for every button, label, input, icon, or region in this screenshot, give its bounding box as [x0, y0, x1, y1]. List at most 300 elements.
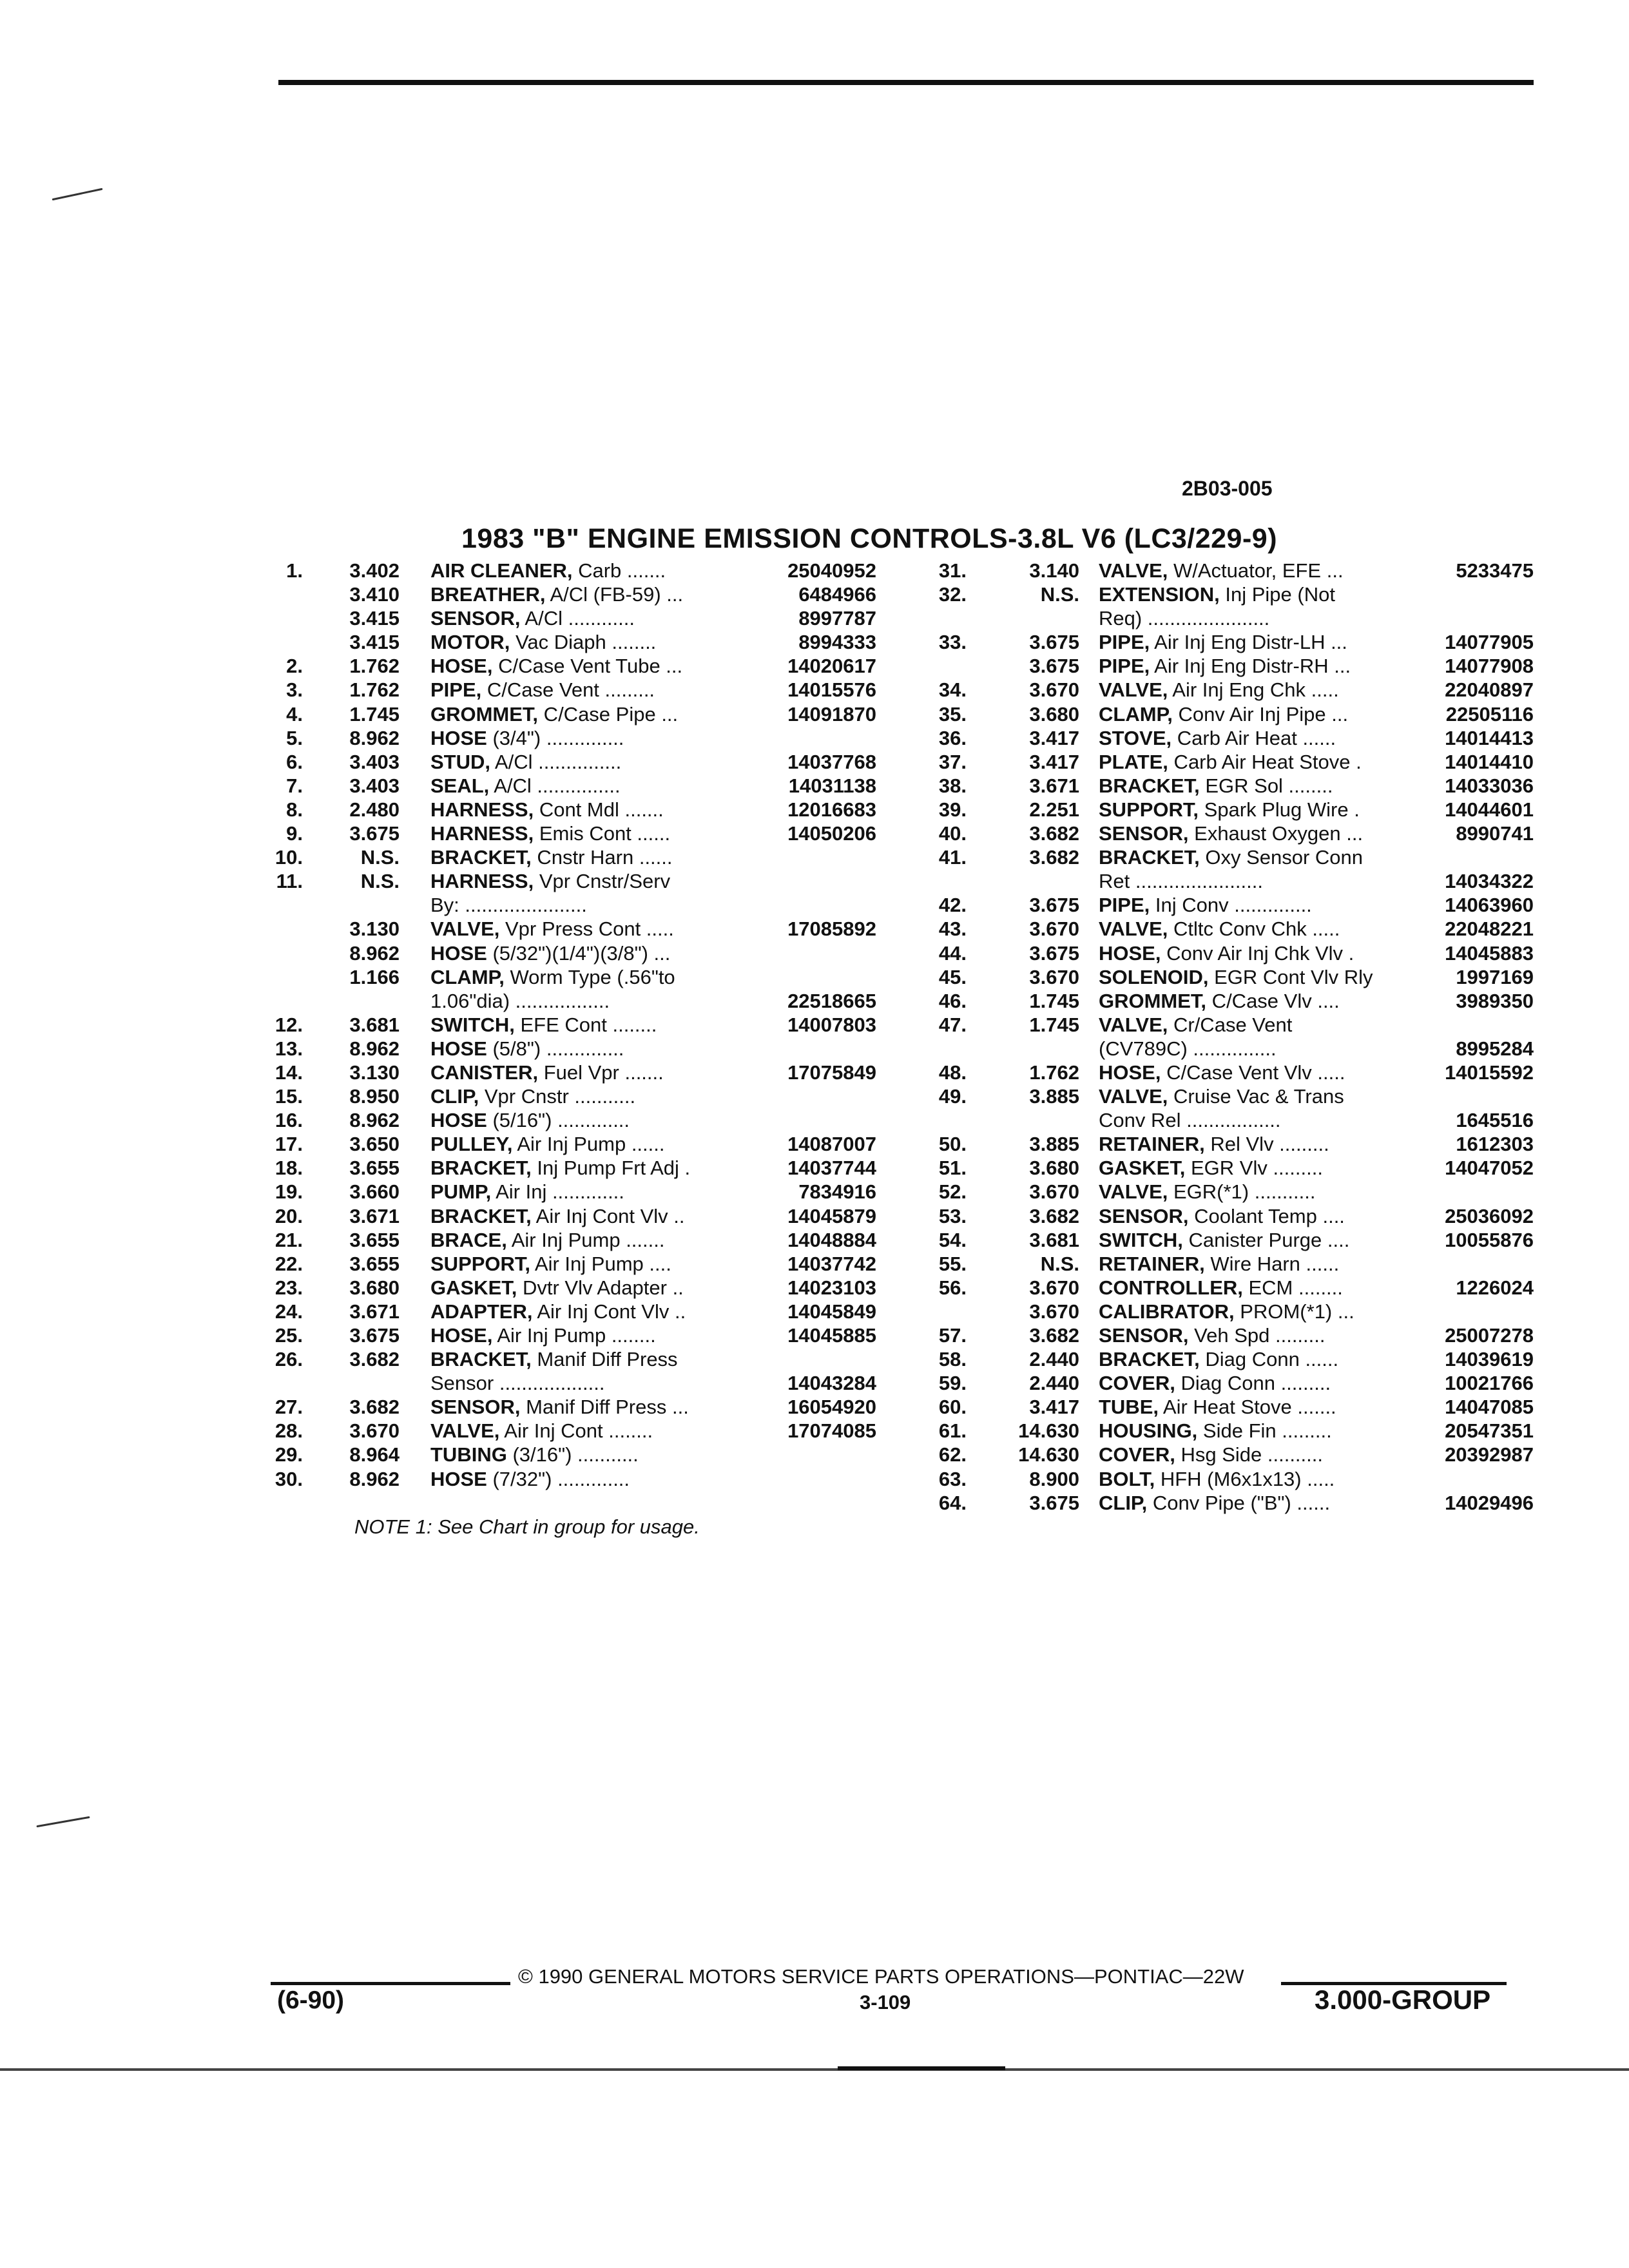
part-detail: W/Actuator, EFE ...: [1168, 559, 1344, 582]
parts-row: [258, 918, 876, 941]
part-detail: Side Fin .........: [1197, 1419, 1332, 1443]
item-number: 40.: [938, 822, 967, 845]
part-number: 14029496: [1445, 1491, 1534, 1514]
part-description: [1099, 918, 1340, 941]
part-number: 14047052: [1445, 1157, 1534, 1180]
section-number: 3.682: [349, 1396, 400, 1419]
part-description: [430, 631, 656, 654]
item-number: 22.: [275, 1252, 303, 1275]
parts-row: [915, 966, 1534, 990]
part-detail: Diag Conn ......: [1199, 1348, 1339, 1371]
part-detail: 1.06"dia) .................: [430, 989, 610, 1012]
part-number: 14037742: [787, 1252, 876, 1275]
part-description: [430, 727, 624, 750]
parts-row: [915, 1324, 1534, 1348]
section-number: 8.962: [349, 1467, 400, 1490]
item-number: 27.: [275, 1396, 303, 1419]
part-name: ADAPTER,: [430, 1300, 533, 1323]
part-detail: Manif Diff Press ...: [520, 1396, 689, 1419]
section-number: 3.675: [349, 822, 400, 845]
parts-row: [258, 1109, 876, 1133]
part-detail: EGR Vlv .........: [1185, 1157, 1323, 1180]
parts-row: [258, 1443, 876, 1467]
part-detail: EGR Sol ........: [1199, 774, 1333, 797]
part-description: [430, 798, 664, 822]
part-description: [1099, 1396, 1336, 1419]
scan-mark: [52, 188, 103, 201]
part-name: GASKET,: [430, 1276, 517, 1299]
item-number: 31.: [938, 559, 967, 582]
section-number: 1.762: [349, 678, 400, 702]
part-detail: Air Inj Cont Vlv ..: [531, 1204, 685, 1227]
part-name: SENSOR,: [1099, 1204, 1189, 1227]
item-number: 43.: [938, 918, 967, 941]
parts-row: [258, 894, 876, 918]
part-detail: C/Case Vent .........: [481, 678, 655, 702]
part-name: COVER,: [1099, 1372, 1175, 1395]
section-number: 14.630: [1018, 1419, 1079, 1443]
part-detail: Air Inj Eng Distr-RH ...: [1150, 655, 1351, 678]
footer-group: 3.000-GROUP: [1315, 1984, 1491, 2015]
parts-row: [915, 1157, 1534, 1180]
part-description: [430, 1348, 678, 1371]
part-name: CLIP,: [430, 1085, 479, 1108]
part-detail: Vpr Cnstr/Serv: [534, 870, 671, 893]
parts-row: [258, 1324, 876, 1348]
part-detail: Conv Air Inj Pipe ...: [1172, 702, 1349, 726]
parts-row: [915, 1492, 1534, 1515]
parts-row: [915, 1061, 1534, 1085]
part-name: VALVE,: [1099, 559, 1168, 582]
part-name: VALVE,: [430, 918, 500, 941]
part-number: 14077905: [1445, 631, 1534, 654]
part-description: [1099, 1253, 1339, 1276]
parts-row: [915, 583, 1534, 607]
item-number: 17.: [275, 1133, 303, 1156]
item-number: 55.: [938, 1252, 967, 1275]
part-number: 22040897: [1445, 678, 1534, 702]
part-name: CLIP,: [1099, 1491, 1148, 1514]
part-name: CANISTER,: [430, 1061, 539, 1084]
section-number: 3.403: [349, 750, 400, 773]
parts-row: [258, 1085, 876, 1109]
part-detail: Vpr Press Cont .....: [499, 918, 674, 941]
part-name: BRACKET,: [430, 1157, 532, 1180]
parts-row: [258, 1419, 876, 1443]
section-number: 3.675: [1029, 655, 1079, 678]
part-detail: Diag Conn .........: [1175, 1372, 1331, 1395]
section-number: 3.670: [1029, 678, 1079, 702]
part-name: HARNESS,: [430, 822, 534, 845]
part-detail: Ret .......................: [1099, 870, 1263, 893]
item-number: 51.: [938, 1157, 967, 1180]
part-number: 14047085: [1445, 1396, 1534, 1419]
part-name: CLAMP,: [1099, 702, 1173, 726]
parts-row: [915, 1348, 1534, 1372]
section-number: 8.962: [349, 1037, 400, 1060]
part-description: [430, 678, 655, 702]
item-number: 45.: [938, 965, 967, 988]
part-description: [430, 822, 670, 845]
part-number: 14087007: [787, 1133, 876, 1156]
parts-row: [258, 583, 876, 607]
item-number: 1.: [286, 559, 303, 582]
section-number: 3.655: [349, 1252, 400, 1275]
parts-row: [258, 1348, 876, 1372]
part-name: PIPE,: [1099, 655, 1150, 678]
part-description: [1099, 559, 1344, 582]
part-number: 14045883: [1445, 941, 1534, 965]
section-number: 3.682: [1029, 1204, 1079, 1227]
part-name: HOSE,: [430, 655, 493, 678]
part-number: 5233475: [1456, 559, 1534, 582]
part-description: [430, 894, 587, 917]
section-number: 3.670: [349, 1419, 400, 1443]
parts-row: [258, 966, 876, 990]
part-detail: Air Inj Pump .......: [506, 1228, 665, 1251]
item-number: 34.: [938, 678, 967, 702]
item-number: 7.: [286, 774, 303, 797]
section-number: 3.410: [349, 583, 400, 606]
part-detail: EGR Cont Vlv Rly: [1208, 965, 1373, 988]
part-detail: C/Case Vent Tube ...: [492, 655, 683, 678]
section-number: 3.675: [1029, 1491, 1079, 1514]
scan-mark: [36, 1816, 90, 1828]
part-detail: Rel Vlv .........: [1204, 1133, 1329, 1156]
part-number: 8995284: [1456, 1037, 1534, 1060]
part-number: 14015576: [787, 678, 876, 702]
part-name: HOSE: [430, 1467, 487, 1490]
parts-row: [915, 631, 1534, 655]
item-number: 53.: [938, 1204, 967, 1227]
section-number: 1.762: [1029, 1061, 1079, 1084]
section-number: 1.745: [349, 702, 400, 726]
item-number: 15.: [275, 1085, 303, 1108]
section-number: N.S.: [1040, 1252, 1079, 1275]
parts-row: [915, 1014, 1534, 1037]
parts-row: [915, 774, 1534, 798]
part-detail: Air Inj Pump ........: [492, 1324, 656, 1347]
parts-list-left: [258, 559, 876, 1492]
parts-row: [258, 774, 876, 798]
part-number: 8994333: [798, 631, 876, 654]
part-number: 14031138: [788, 774, 876, 797]
part-detail: Air Heat Stove .......: [1159, 1396, 1336, 1419]
part-number: 25036092: [1445, 1204, 1534, 1227]
part-description: [1099, 1157, 1323, 1180]
part-name: BRACKET,: [430, 1348, 532, 1371]
part-name: SOLENOID,: [1099, 965, 1209, 988]
part-detail: Air Inj Pump ......: [512, 1133, 665, 1156]
parts-row: [915, 1372, 1534, 1396]
part-number: 14037744: [787, 1157, 876, 1180]
part-description: [430, 1229, 664, 1252]
part-name: SEAL,: [430, 774, 490, 797]
parts-row: [258, 1372, 876, 1396]
part-detail: Inj Pump Frt Adj .: [531, 1157, 691, 1180]
section-number: 3.650: [349, 1133, 400, 1156]
section-number: 8.962: [349, 726, 400, 749]
part-description: [1099, 1014, 1292, 1037]
parts-row: [915, 942, 1534, 966]
part-number: 14043284: [787, 1372, 876, 1395]
part-detail: PROM(*1) ...: [1234, 1300, 1354, 1323]
section-number: N.S.: [1040, 583, 1079, 606]
part-description: [430, 703, 678, 726]
section-number: 3.670: [1029, 1276, 1079, 1299]
item-number: 21.: [275, 1228, 303, 1251]
part-description: [430, 966, 675, 989]
part-number: 14014410: [1445, 750, 1534, 773]
part-description: [1099, 894, 1312, 917]
part-number: 1612303: [1456, 1133, 1534, 1156]
part-description: [1099, 751, 1362, 774]
part-detail: Air Inj Cont ........: [499, 1419, 653, 1443]
part-name: RETAINER,: [1099, 1252, 1205, 1275]
section-number: 3.130: [349, 918, 400, 941]
part-description: [1099, 846, 1363, 869]
item-number: 19.: [275, 1180, 303, 1204]
part-detail: Veh Spd .........: [1188, 1324, 1325, 1347]
part-detail: A/Cl ...............: [489, 774, 621, 797]
part-description: [1099, 822, 1363, 845]
parts-row: [915, 1085, 1534, 1109]
part-detail: Cruise Vac & Trans: [1168, 1085, 1344, 1108]
part-detail: Air Inj Eng Chk .....: [1168, 678, 1339, 702]
part-number: 14063960: [1445, 894, 1534, 917]
part-detail: (5/16") .............: [487, 1109, 630, 1132]
part-description: [1099, 727, 1336, 750]
part-number: 1997169: [1456, 965, 1534, 988]
part-number: 22048221: [1445, 918, 1534, 941]
item-number: 36.: [938, 726, 967, 749]
part-name: SWITCH,: [430, 1013, 515, 1036]
part-description: [1099, 942, 1354, 965]
part-description: [1099, 966, 1373, 989]
item-number: 63.: [938, 1467, 967, 1490]
item-number: 18.: [275, 1157, 303, 1180]
parts-row: [915, 1205, 1534, 1229]
item-number: 9.: [286, 822, 303, 845]
part-number: 20392987: [1445, 1443, 1534, 1466]
part-name: HOSE: [430, 941, 487, 965]
part-detail: Cnstr Harn ......: [531, 846, 673, 869]
parts-row: [915, 1276, 1534, 1300]
parts-row: [258, 1396, 876, 1419]
part-detail: Fuel Vpr .......: [538, 1061, 664, 1084]
parts-row: [258, 655, 876, 678]
part-description: [1099, 655, 1351, 678]
part-detail: Inj Pipe (Not: [1219, 583, 1335, 606]
part-number: 14033036: [1445, 774, 1534, 797]
part-description: [430, 583, 683, 606]
item-number: 13.: [275, 1037, 303, 1060]
part-name: VALVE,: [1099, 918, 1168, 941]
section-number: 3.670: [1029, 1300, 1079, 1323]
part-description: [1099, 1133, 1329, 1156]
part-description: [1099, 1324, 1325, 1347]
bottom-rule-dark: [838, 2066, 1005, 2070]
part-description: [430, 1180, 624, 1204]
part-detail: Canister Purge ....: [1182, 1228, 1350, 1251]
part-description: [1099, 1443, 1323, 1466]
bottom-rule: [0, 2068, 1629, 2071]
section-number: 1.166: [349, 965, 400, 988]
item-number: 39.: [938, 798, 967, 821]
section-number: 3.680: [1029, 702, 1079, 726]
item-number: 25.: [275, 1324, 303, 1347]
item-number: 8.: [286, 798, 303, 821]
section-number: 3.655: [349, 1157, 400, 1180]
part-detail: Wire Harn ......: [1204, 1252, 1340, 1275]
part-number: 12016683: [787, 798, 876, 821]
section-number: 3.675: [349, 1324, 400, 1347]
part-description: [430, 655, 682, 678]
part-description: [1099, 607, 1269, 630]
parts-row: [258, 1157, 876, 1180]
part-description: [430, 1133, 665, 1156]
section-number: 3.403: [349, 774, 400, 797]
parts-row: [915, 870, 1534, 894]
item-number: 24.: [275, 1300, 303, 1323]
section-number: 3.140: [1029, 559, 1079, 582]
part-description: [430, 846, 673, 869]
part-name: BRACKET,: [1099, 846, 1200, 869]
part-detail: Conv Air Inj Chk Vlv .: [1161, 941, 1354, 965]
part-description: [1099, 1061, 1345, 1084]
parts-row: [915, 990, 1534, 1014]
part-name: HOSE,: [1099, 941, 1161, 965]
item-number: 14.: [275, 1061, 303, 1084]
item-number: 61.: [938, 1419, 967, 1443]
part-detail: Air Inj Cont Vlv ..: [532, 1300, 686, 1323]
footer-date: (6-90): [277, 1986, 345, 2014]
part-name: GROMMET,: [430, 702, 539, 726]
item-number: 58.: [938, 1348, 967, 1371]
part-name: HOSE: [430, 1037, 487, 1060]
part-number: 14037768: [787, 750, 876, 773]
item-number: 52.: [938, 1180, 967, 1204]
part-description: [1099, 583, 1335, 606]
part-number: 3989350: [1456, 989, 1534, 1012]
part-detail: Air Inj Eng Distr-LH ...: [1150, 631, 1347, 654]
part-detail: Conv Rel .................: [1099, 1109, 1281, 1132]
parts-row: [258, 1014, 876, 1037]
part-number: 14015592: [1445, 1061, 1534, 1084]
parts-row: [915, 1419, 1534, 1443]
part-name: STOVE,: [1099, 726, 1172, 749]
part-name: GROMMET,: [1099, 989, 1207, 1012]
section-number: 3.671: [1029, 774, 1079, 797]
part-name: SUPPORT,: [1099, 798, 1199, 821]
part-name: BOLT,: [1099, 1467, 1155, 1490]
part-number: 10021766: [1445, 1372, 1534, 1395]
part-name: GASKET,: [1099, 1157, 1186, 1180]
part-description: [1099, 774, 1333, 798]
parts-row: [915, 1396, 1534, 1419]
part-description: [430, 1419, 653, 1443]
part-detail: (3/4") ..............: [487, 726, 624, 749]
part-name: VALVE,: [1099, 1085, 1168, 1108]
section-number: 3.415: [349, 631, 400, 654]
section-number: 3.671: [349, 1204, 400, 1227]
part-detail: EGR(*1) ...........: [1168, 1180, 1316, 1204]
part-number: 14020617: [787, 655, 876, 678]
part-number: 14091870: [787, 702, 876, 726]
item-number: 32.: [938, 583, 967, 606]
section-number: 2.480: [349, 798, 400, 821]
part-detail: By: ......................: [430, 894, 587, 917]
part-detail: Ctltc Conv Chk .....: [1168, 918, 1340, 941]
part-name: CALIBRATOR,: [1099, 1300, 1235, 1323]
part-detail: C/Case Vent Vlv .....: [1161, 1061, 1345, 1084]
item-number: 60.: [938, 1396, 967, 1419]
part-description: [430, 1276, 684, 1300]
section-number: 3.682: [349, 1348, 400, 1371]
part-detail: Carb Air Heat ......: [1171, 726, 1336, 749]
part-name: HARNESS,: [430, 870, 534, 893]
item-number: 3.: [286, 678, 303, 702]
item-number: 38.: [938, 774, 967, 797]
parts-row: [258, 631, 876, 655]
item-number: 5.: [286, 726, 303, 749]
section-number: 3.680: [1029, 1157, 1079, 1180]
part-name: BRACKET,: [1099, 774, 1200, 797]
part-detail: (CV789C) ...............: [1099, 1037, 1277, 1060]
part-description: [1099, 1300, 1354, 1323]
item-number: 49.: [938, 1085, 967, 1108]
part-name: PUMP,: [430, 1180, 492, 1204]
parts-row: [258, 1300, 876, 1324]
part-description: [1099, 1037, 1277, 1061]
parts-row: [258, 727, 876, 751]
footer-rule-left: [271, 1982, 510, 1985]
parts-row: [258, 1229, 876, 1253]
section-number: 3.670: [1029, 965, 1079, 988]
part-name: BRACKET,: [430, 1204, 532, 1227]
parts-row: [915, 727, 1534, 751]
part-detail: Dvtr Vlv Adapter ..: [517, 1276, 684, 1299]
part-number: 14045849: [787, 1300, 876, 1323]
part-number: 14045885: [787, 1324, 876, 1347]
part-detail: Air Inj .............: [491, 1180, 624, 1204]
parts-row: [258, 1037, 876, 1061]
parts-row: [915, 1037, 1534, 1061]
part-description: [1099, 1276, 1343, 1300]
part-detail: C/Case Pipe ...: [538, 702, 679, 726]
item-number: 46.: [938, 989, 967, 1012]
item-number: 37.: [938, 750, 967, 773]
parts-row: [915, 678, 1534, 702]
parts-row: [915, 822, 1534, 846]
section-number: 3.417: [1029, 726, 1079, 749]
part-number: 1226024: [1456, 1276, 1534, 1299]
part-description: [1099, 1419, 1332, 1443]
section-number: 2.440: [1029, 1348, 1079, 1371]
parts-row: [258, 607, 876, 631]
item-number: 59.: [938, 1372, 967, 1395]
part-description: [1099, 703, 1348, 726]
section-number: 2.440: [1029, 1372, 1079, 1395]
part-name: HOSE,: [1099, 1061, 1161, 1084]
parts-row: [258, 1253, 876, 1276]
item-number: 6.: [286, 750, 303, 773]
part-number: 17075849: [787, 1061, 876, 1084]
part-description: [1099, 631, 1347, 654]
item-number: 4.: [286, 702, 303, 726]
item-number: 12.: [275, 1013, 303, 1036]
part-description: [430, 942, 670, 965]
